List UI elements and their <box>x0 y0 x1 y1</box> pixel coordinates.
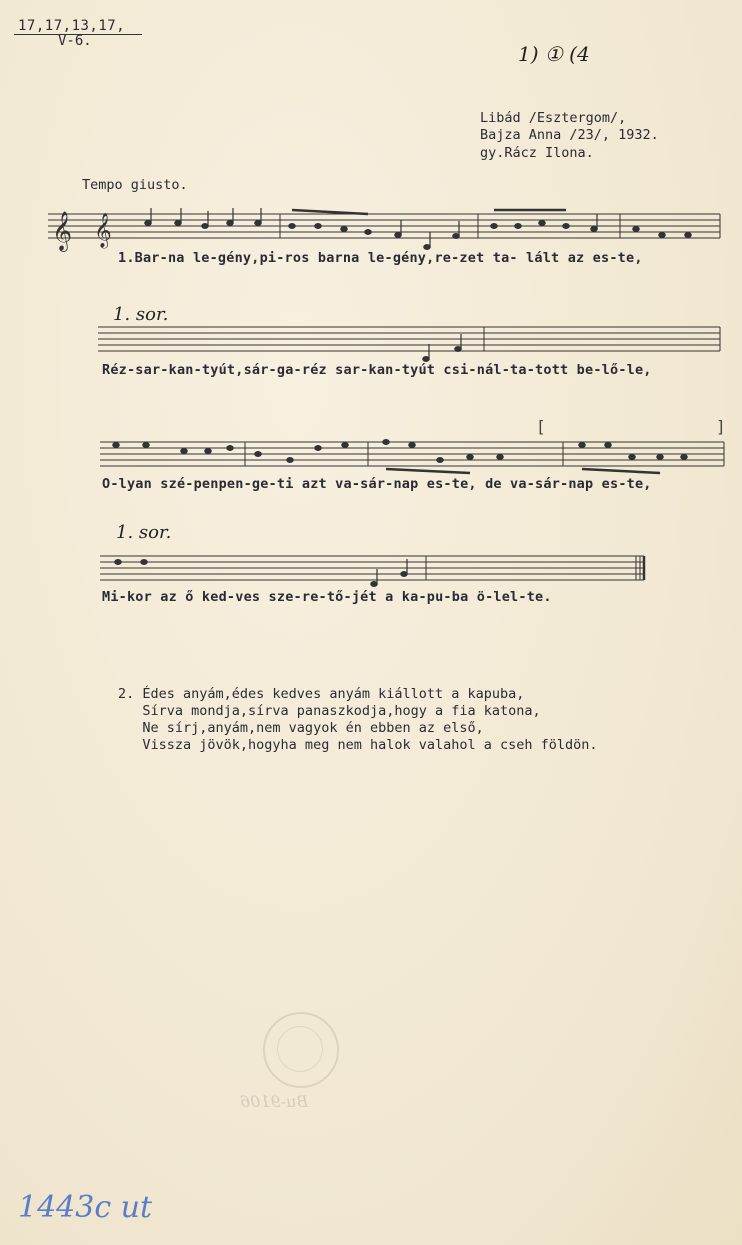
volume-code: V-6. <box>58 33 92 49</box>
lyrics-line-1: 1.Bar-na le-gény,pi-ros barna le-gény,re-zet ta- lált az es-te, <box>118 250 643 266</box>
handwritten-catalog-number: 1443c ut <box>18 1190 153 1225</box>
stanza-2-line-2: Sírva mondja,sírva panaszkodja,hogy a fia katona, <box>118 703 541 719</box>
location-collector: gy.Rácz Ilona. <box>480 145 594 161</box>
repeat-mark-1: 1. sor. <box>113 304 169 325</box>
staff-1 <box>48 214 720 238</box>
stanza-2 <box>118 686 598 754</box>
catalog-code: 17,17,13,17, <box>18 18 126 34</box>
lyrics-line-3: O-lyan szé-penpen-ge-ti azt va-sár-nap es-te, de va-sár-nap es-te, <box>102 476 652 492</box>
lyrics-line-2: Réz-sar-kan-tyút,sár-ga-réz sar-kan-tyút csi-nál-ta-tott be-lő-le, <box>102 362 652 378</box>
staff-3-notes <box>113 440 687 473</box>
stanza-2-line-4: Vissza jövök,hogyha meg nem halok valahol a cseh földön. <box>118 737 598 753</box>
bracket-open-mark: [ <box>536 417 546 436</box>
stanza-2-line-1: 2. Édes anyám,édes kedves anyám kiállott a kapuba, <box>118 686 525 702</box>
reference-numbers: 1) ① (4 <box>518 42 590 66</box>
treble-clef-icon-2: 𝄞 <box>94 213 112 248</box>
staff-4 <box>100 556 644 580</box>
location-singer: Bajza Anna /23/, 1932. <box>480 127 659 143</box>
bracket-close-mark: ] <box>716 417 726 436</box>
treble-clef-icon: 𝄞 <box>52 211 73 251</box>
location-place: Libád /Esztergom/, <box>480 110 627 126</box>
archive-stamp-inner <box>277 1026 323 1072</box>
staff-4-notes <box>115 559 407 586</box>
repeat-mark-2: 1. sor. <box>116 522 172 543</box>
lyrics-line-4: Mi-kor az ő ked-ves sze-re-tő-jét a ka-pu-ba ö-lel-te. <box>102 589 552 605</box>
archive-stamp <box>263 1012 339 1088</box>
tempo-marking: Tempo giusto. <box>82 177 188 193</box>
staff-2 <box>98 327 720 351</box>
stamp-mirror-text: Bu-9106 <box>240 1092 309 1111</box>
stanza-2-line-3: Ne sírj,anyám,nem vagyok én ebben az első, <box>118 720 484 736</box>
staff-2-notes <box>423 334 461 361</box>
